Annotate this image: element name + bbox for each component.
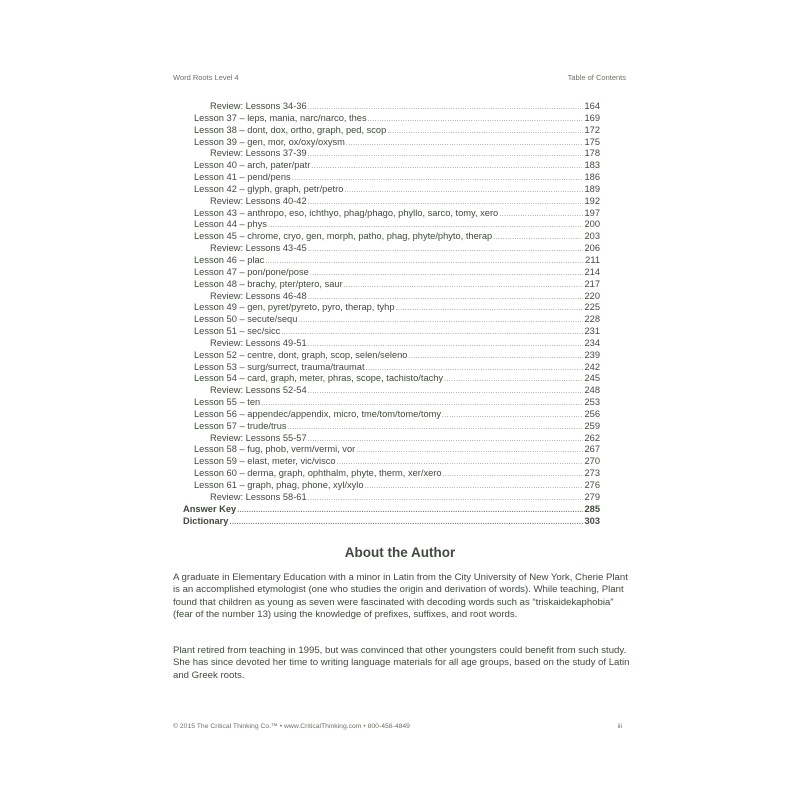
- toc-entry: [180, 255, 600, 267]
- toc-leader-dots: [356, 445, 583, 457]
- toc-entry: [180, 433, 600, 445]
- toc-leader-dots: [493, 232, 583, 244]
- author-bio-paragraph-2: Plant retired from teaching in 1995, but was convinced that other youngsters could benefit from such study. She has since devoted her time to writing language materials for all age groups, based on the study of Latin and Greek roots.: [173, 645, 630, 681]
- toc-entry: [180, 362, 600, 374]
- toc-entry: [180, 385, 600, 397]
- toc-leader-dots: [443, 469, 584, 481]
- toc-entry: [180, 444, 600, 456]
- toc-entry: [180, 267, 600, 279]
- toc-leader-dots: [344, 280, 584, 292]
- toc-entry: [180, 480, 600, 492]
- toc-entry-label: Lesson 40 – arch, pater/patr: [194, 160, 311, 171]
- toc-entry-page: 303: [584, 515, 600, 526]
- toc-entry-page: 192: [584, 195, 600, 206]
- toc-entry-label: Lesson 42 – glyph, graph, petr/petro: [194, 183, 344, 194]
- toc-entry: [180, 113, 600, 125]
- toc-entry-page: 228: [584, 314, 600, 325]
- toc-entry-label: Lesson 52 – centre, dont, graph, scop, selen/seleno: [194, 349, 408, 360]
- toc-entry-label: Lesson 50 – secute/sequ: [194, 314, 298, 325]
- toc-leader-dots: [344, 185, 583, 197]
- running-header-section: Table of Contents: [567, 73, 626, 82]
- toc-entry-page: 231: [584, 326, 600, 337]
- toc-entry-label: Lesson 59 – elast, meter, vic/visco: [194, 456, 336, 467]
- toc-entry-page: 183: [584, 160, 600, 171]
- toc-entry-page: 270: [584, 456, 600, 467]
- toc-entry: [180, 291, 600, 303]
- toc-entry-label: Lesson 57 – trude/trus: [194, 420, 287, 431]
- toc-leader-dots: [368, 114, 584, 126]
- toc-leader-dots: [346, 138, 584, 150]
- toc-entry-label: Review: Lessons 43-45: [210, 243, 307, 254]
- toc-entry: [180, 397, 600, 409]
- toc-entry-page: 211: [585, 254, 600, 265]
- toc-entry-page: 239: [584, 349, 600, 360]
- toc-entry-page: 164: [584, 101, 600, 111]
- toc-entry: [180, 516, 600, 528]
- toc-leader-dots: [310, 268, 584, 280]
- toc-leader-dots: [229, 517, 583, 529]
- toc-entry-label: Lesson 47 – pon/pone/pose: [194, 266, 309, 277]
- toc-entry: [180, 373, 600, 385]
- footer-copyright: © 2015 The Critical Thinking Co.™ • www.CriticalThinking.com • 800-458-4849: [173, 723, 410, 730]
- toc-entry-page: 217: [584, 278, 600, 289]
- toc-entry-page: 178: [584, 148, 600, 159]
- toc-entry-label: Lesson 49 – gen, pyret/pyreto, pyro, therap, tyhp: [194, 302, 395, 313]
- toc-entry-label: Lesson 41 – pend/pens: [194, 172, 291, 183]
- toc-entry-page: 276: [584, 480, 600, 490]
- author-bio-paragraph-1: A graduate in Elementary Education with a minor in Latin from the City University of New York, Cherie Plant is an accomplished etymologist (one who studies the origin and derivation of words). While teaching, Plant found that children as young as seven were fascinated with decoding words such as “triskaidekaphobia” (fear of the number 13) using the knowledge of prefixes, suffixes, and root words.: [173, 572, 628, 620]
- toc-entry-label: Review: Lessons 52-54: [210, 385, 307, 396]
- toc-entry-page: 175: [584, 136, 600, 147]
- toc-entry: [180, 219, 600, 231]
- toc-entry-label: Lesson 39 – gen, mor, ox/oxy/oxysm: [194, 136, 345, 147]
- toc-entry-label: Lesson 53 – surg/surrect, trauma/traumat: [194, 361, 365, 372]
- toc-leader-dots: [288, 422, 584, 434]
- toc-entry-label: Answer Key: [183, 503, 237, 514]
- toc-entry-page: 245: [584, 373, 600, 384]
- toc-entry-label: Lesson 58 – fug, phob, verm/vermi, vor: [194, 444, 356, 455]
- toc-entry: [180, 172, 600, 184]
- toc-entry-page: 200: [584, 219, 600, 230]
- toc-entry-label: Lesson 44 – phys: [194, 219, 267, 230]
- toc-entry: [180, 148, 600, 160]
- toc-entry-label: Review: Lessons 34-36: [210, 101, 307, 111]
- toc-entry-label: Lesson 48 – brachy, pter/ptero, saur: [194, 278, 343, 289]
- toc-entry-label: Review: Lessons 46-48: [210, 290, 307, 301]
- toc-entry-page: 197: [584, 207, 600, 218]
- toc-entry-label: Review: Lessons 40-42: [210, 195, 307, 206]
- toc-entry-page: 279: [584, 491, 600, 502]
- toc-entry: [180, 456, 600, 468]
- toc-leader-dots: [499, 209, 583, 221]
- toc-entry-page: 169: [584, 112, 600, 123]
- toc-leader-dots: [237, 505, 583, 517]
- toc-leader-dots: [387, 126, 583, 138]
- toc-entry-label: Review: Lessons 58-61: [210, 491, 307, 502]
- toc-entry-label: Review: Lessons 49-51: [210, 337, 307, 348]
- toc-leader-dots: [308, 244, 584, 256]
- toc-leader-dots: [308, 386, 584, 398]
- toc-entry: [180, 314, 600, 326]
- toc-entry-label: Lesson 56 – appendec/appendix, micro, tme/tom/tome/tomy: [194, 408, 442, 419]
- toc-leader-dots: [365, 481, 584, 493]
- toc-entry-page: 273: [584, 468, 600, 479]
- toc-leader-dots: [308, 149, 584, 161]
- toc-entry: [180, 184, 600, 196]
- toc-entry: [180, 350, 600, 362]
- toc-entry: [180, 125, 600, 137]
- toc-entry: [180, 326, 600, 338]
- toc-entry-page: 253: [584, 397, 600, 408]
- toc-entry: [180, 468, 600, 480]
- toc-leader-dots: [408, 351, 583, 363]
- toc-entry-page: 214: [584, 266, 600, 277]
- toc-entry-page: 206: [584, 243, 600, 254]
- toc-entry-label: Lesson 55 – ten: [194, 397, 261, 408]
- about-author-heading: About the Author: [344, 545, 456, 560]
- toc-entry: [180, 196, 600, 208]
- table-of-contents: [180, 101, 600, 527]
- toc-leader-dots: [281, 327, 583, 339]
- toc-entry: [180, 302, 600, 314]
- toc-entry-page: 172: [584, 124, 600, 135]
- toc-entry-page: 234: [584, 337, 600, 348]
- toc-entry-label: Lesson 38 – dont, dox, ortho, graph, ped, scop: [194, 124, 387, 135]
- toc-leader-dots: [442, 410, 583, 422]
- toc-leader-dots: [298, 315, 583, 327]
- toc-entry: [180, 492, 600, 504]
- toc-entry: [180, 137, 600, 149]
- toc-entry: [180, 231, 600, 243]
- page-number: iii: [617, 723, 622, 730]
- toc-entry-page: 225: [584, 302, 600, 313]
- toc-entry-label: Review: Lessons 37-39: [210, 148, 307, 159]
- toc-leader-dots: [308, 493, 584, 505]
- running-header-book-title: Word Roots Level 4: [173, 73, 239, 82]
- toc-entry-label: Lesson 54 – card, graph, meter, phras, scope, tachisto/tachy: [194, 373, 444, 384]
- toc-entry-page: 189: [584, 183, 600, 194]
- toc-entry-label: Dictionary: [183, 515, 229, 526]
- toc-entry-label: Lesson 37 – leps, mania, narc/narco, thes: [194, 112, 367, 123]
- toc-leader-dots: [396, 303, 584, 315]
- toc-entry: [180, 504, 600, 516]
- toc-entry: [180, 101, 600, 113]
- toc-entry-page: 285: [584, 503, 600, 514]
- toc-entry-label: Lesson 46 – plac: [194, 254, 265, 265]
- toc-entry: [180, 160, 600, 172]
- toc-entry-page: 248: [584, 385, 600, 396]
- toc-entry-label: Lesson 61 – graph, phag, phone, xyl/xylo: [194, 480, 364, 490]
- toc-entry-page: 242: [584, 361, 600, 372]
- toc-entry: [180, 243, 600, 255]
- toc-entry: [180, 421, 600, 433]
- toc-entry-label: Lesson 43 – anthropo, eso, ichthyo, phag/phago, phyllo, sarco, tomy, xero: [194, 207, 499, 218]
- toc-leader-dots: [311, 161, 583, 173]
- toc-entry-page: 259: [584, 420, 600, 431]
- toc-entry-page: 267: [584, 444, 600, 455]
- toc-entry-page: 220: [584, 290, 600, 301]
- toc-entry-label: Lesson 51 – sec/sicc: [194, 326, 281, 337]
- toc-entry-page: 262: [584, 432, 600, 443]
- toc-entry-page: 203: [584, 231, 600, 242]
- toc-entry: [180, 409, 600, 421]
- toc-leader-dots: [444, 374, 583, 386]
- toc-entry-label: Lesson 60 – derma, graph, ophthalm, phyte, therm, xer/xero: [194, 468, 442, 479]
- toc-entry-label: Lesson 45 – chrome, cryo, gen, morph, patho, phag, phyte/phyto, therap: [194, 231, 493, 242]
- toc-entry: [180, 279, 600, 291]
- toc-entry: [180, 208, 600, 220]
- toc-entry: [180, 338, 600, 350]
- toc-entry-label: Review: Lessons 55-57: [210, 432, 307, 443]
- toc-entry-page: 256: [584, 408, 600, 419]
- toc-leader-dots: [265, 256, 584, 268]
- toc-entry-page: 186: [584, 172, 600, 183]
